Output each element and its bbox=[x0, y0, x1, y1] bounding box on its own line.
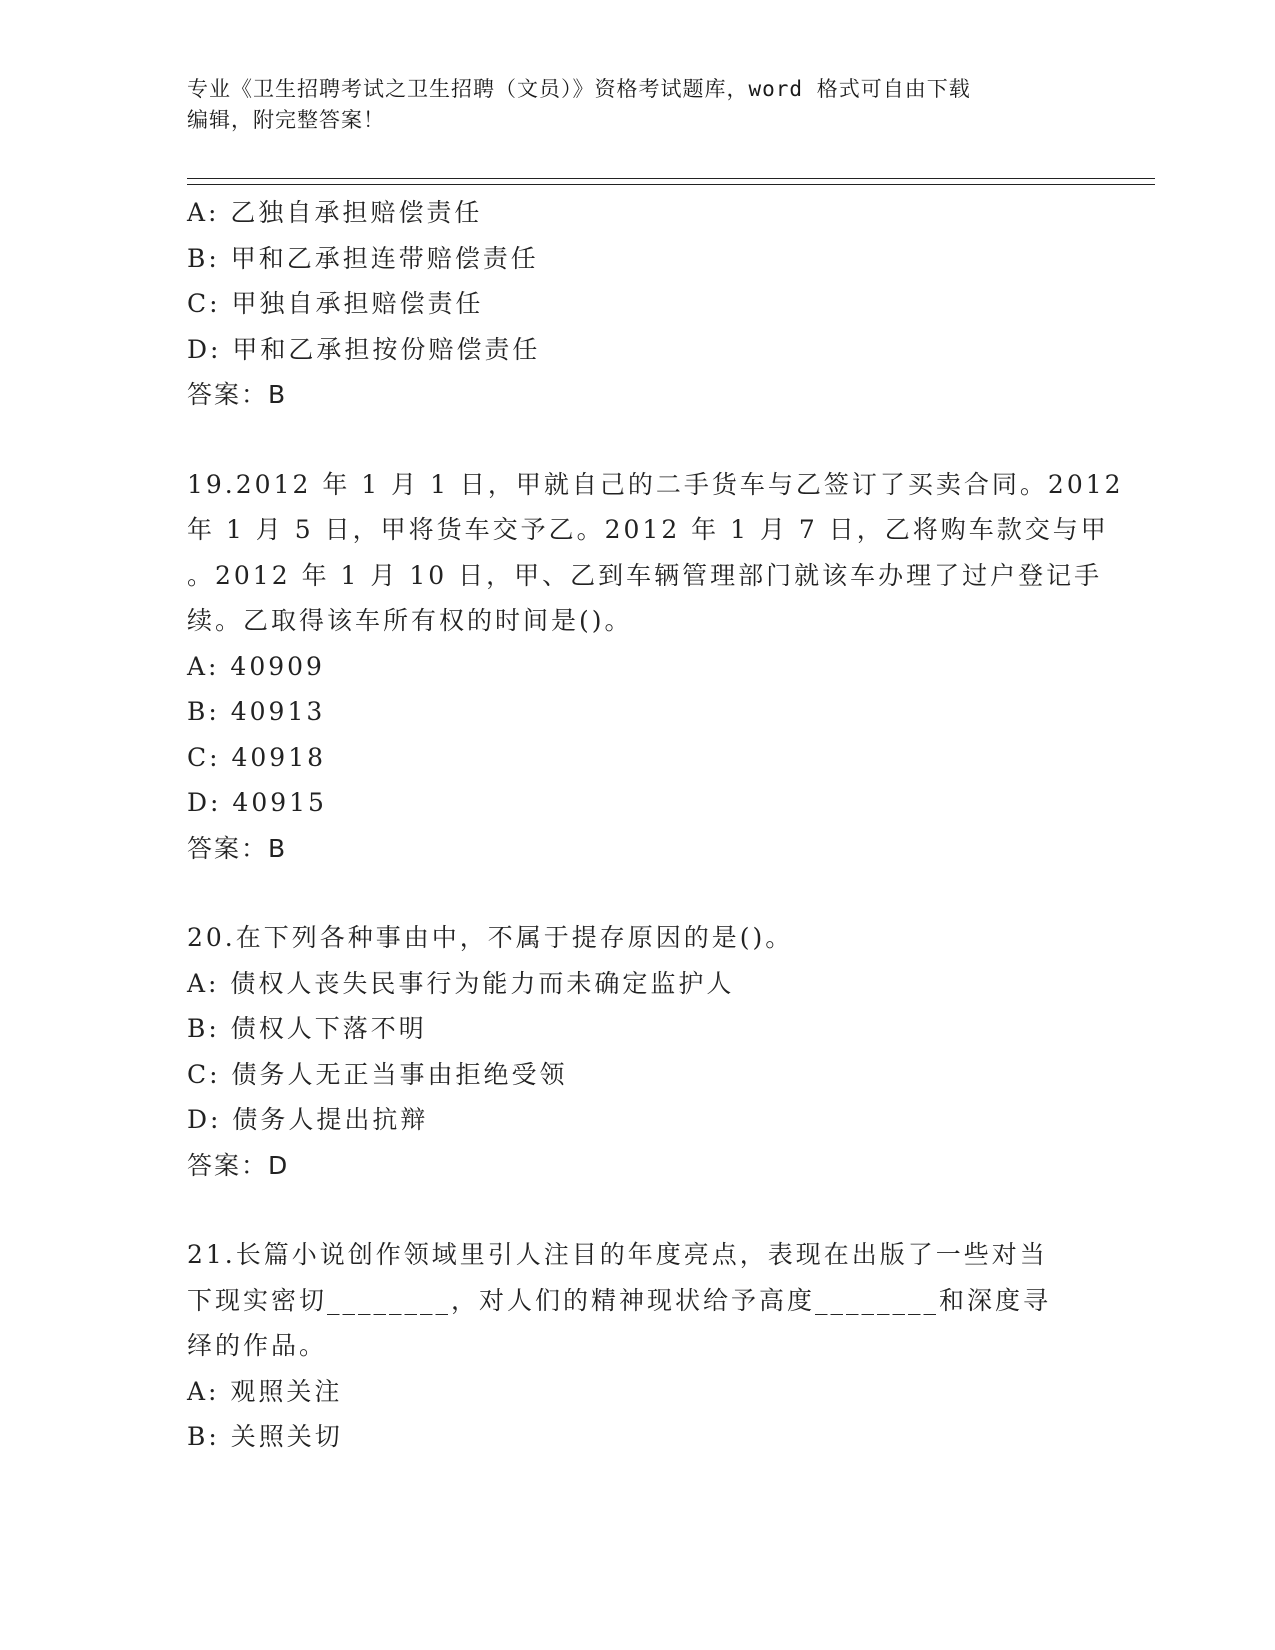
question-19 bbox=[187, 462, 1124, 872]
question-stem-line: 绎的作品。 bbox=[187, 1331, 328, 1360]
question-20 bbox=[187, 915, 1087, 1188]
header-divider-bottom bbox=[187, 184, 1155, 185]
option-a: A: 乙独自承担赔偿责任 bbox=[187, 198, 483, 227]
question-stem-line: 。2012 年 1 月 10 日，甲、乙到车辆管理部门就该车办理了过户登记手 bbox=[187, 560, 1103, 590]
question-stem-line: 19.2012 年 1 月 1 日，甲就自己的二手货车与乙签订了买卖合同。2012 bbox=[187, 469, 1124, 499]
option-b: B: 40913 bbox=[187, 697, 326, 726]
question-list bbox=[187, 190, 1124, 1460]
answer-line: 答案：B bbox=[187, 833, 288, 863]
option-c: C: 40918 bbox=[187, 742, 327, 772]
header-divider-top bbox=[187, 178, 1155, 179]
option-b: B: 债权人下落不明 bbox=[187, 1014, 427, 1043]
question-prev bbox=[187, 190, 1087, 418]
option-c: C: 债务人无正当事由拒绝受领 bbox=[187, 1059, 568, 1089]
option-b: B: 关照关切 bbox=[187, 1422, 343, 1451]
option-a: A: 债权人丧失民事行为能力而未确定监护人 bbox=[187, 968, 735, 998]
option-a: A: 40909 bbox=[187, 651, 325, 681]
question-stem-line: 续。乙取得该车所有权的时间是()。 bbox=[187, 606, 633, 635]
question-stem-line: 下现实密切________，对人们的精神现状给予高度________和深度寻 bbox=[187, 1285, 1052, 1315]
answer-line: 答案：B bbox=[187, 380, 288, 409]
option-d: D: 债务人提出抗辩 bbox=[187, 1105, 429, 1134]
answer-line: 答案：D bbox=[187, 1150, 290, 1180]
option-b: B: 甲和乙承担连带赔偿责任 bbox=[187, 243, 539, 273]
option-d: D: 40915 bbox=[187, 788, 327, 817]
document-header bbox=[187, 74, 1067, 136]
question-stem-line: 21.长篇小说创作领域里引人注目的年度亮点，表现在出版了一些对当 bbox=[187, 1240, 1048, 1269]
option-d: D: 甲和乙承担按份赔偿责任 bbox=[187, 334, 541, 364]
header-line-2: 编辑，附完整答案！ bbox=[187, 108, 385, 132]
question-stem-line: 20.在下列各种事由中，不属于提存原因的是()。 bbox=[187, 923, 794, 952]
question-21 bbox=[187, 1232, 1087, 1460]
question-stem-line: 年 1 月 5 日，甲将货车交予乙。2012 年 1 月 7 日，乙将购车款交与甲 bbox=[187, 515, 1109, 544]
header-line-1: 专业《卫生招聘考试之卫生招聘（文员）》资格考试题库，word 格式可自由下载 bbox=[187, 77, 971, 101]
option-a: A: 观照关注 bbox=[187, 1376, 343, 1406]
option-c: C: 甲独自承担赔偿责任 bbox=[187, 289, 484, 318]
